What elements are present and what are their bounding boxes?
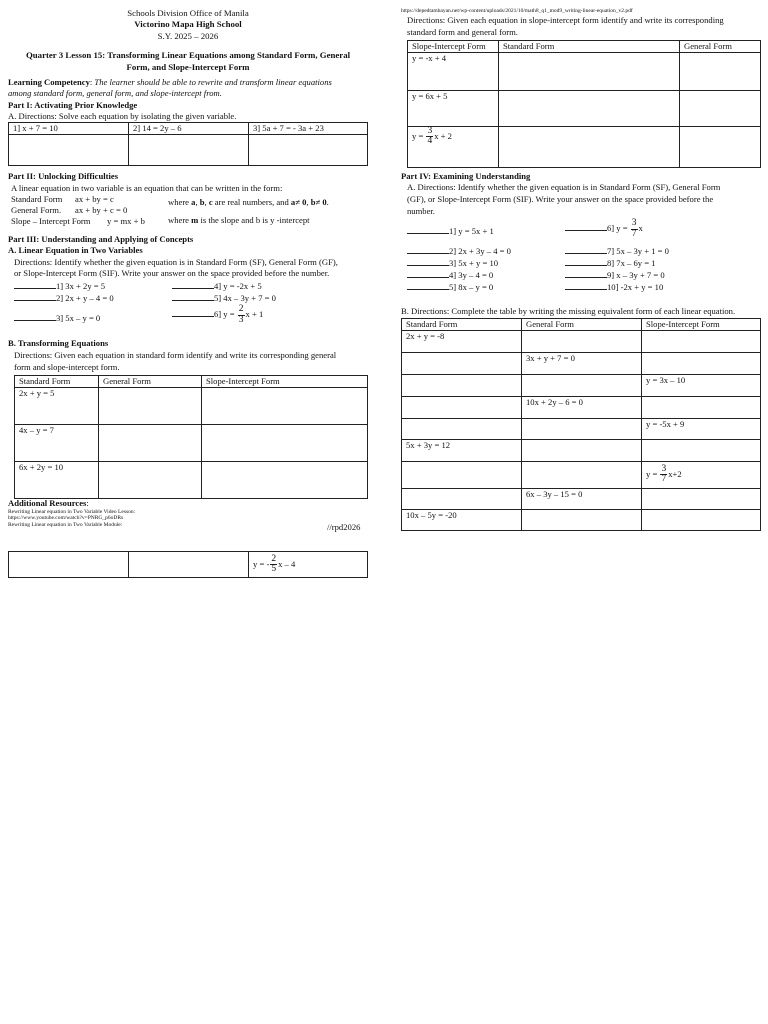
answer-cell[interactable]: [642, 488, 761, 509]
general-form-label: General Form.: [11, 205, 62, 215]
table-cell: 10x – 5y = -20: [402, 509, 522, 530]
table-cell: 6x + 2y = 10: [15, 462, 99, 499]
table-cell: y = $\frac{3}{7}$ x+2: [642, 461, 761, 488]
part3-item: 4] y = -2x + 5: [172, 281, 262, 292]
answer-cell[interactable]: [522, 509, 642, 530]
answer-blank[interactable]: [172, 294, 214, 301]
table-header: General Form: [680, 41, 761, 53]
table-cell: 2x + y = 5: [15, 388, 99, 425]
part4-directions-a-2: (GF), or Slope-Intercept Form (SIF). Write your answer on the space provided before the: [407, 194, 714, 204]
part3-item: 3] 5x – y = 0: [14, 313, 100, 324]
part3-item-6: 6] y = $\frac{2}{3}$ x + 1: [172, 305, 263, 325]
part3-directions-b-2: form and slope-intercept form.: [14, 362, 120, 372]
answer-cell[interactable]: [680, 52, 761, 90]
signature-mark: //rpd2026: [327, 522, 361, 532]
table-cell: y = $\frac{3}{4}$ x + 2: [408, 126, 499, 167]
part4-item: 7] 5x – 3y + 1 = 0: [565, 246, 669, 257]
answer-cell[interactable]: [522, 418, 642, 439]
answer-cell[interactable]: [402, 396, 522, 418]
table-cell: y = -5x + 9: [642, 418, 761, 439]
table-cell: y = - $\frac{2}{5}$ x – 4: [249, 552, 368, 578]
fraction: $\frac{2}{3}$: [238, 304, 244, 325]
table-header: Standard Form: [15, 376, 99, 388]
answer-cell[interactable]: [499, 90, 680, 126]
part1-answer-cell[interactable]: [9, 134, 129, 165]
answer-blank[interactable]: [407, 227, 449, 234]
part3-directions-c-2: standard form and general form.: [407, 27, 518, 37]
table-cell: 4x – y = 7: [15, 425, 99, 462]
answer-cell[interactable]: [680, 126, 761, 167]
school-name: Victorino Mapa High School: [134, 19, 242, 30]
part3-directions-a-1: Directions: Identify whether the given equation is in Standard Form (SF), General Form (GF),: [14, 257, 338, 267]
answer-cell[interactable]: [402, 374, 522, 396]
answer-cell[interactable]: [402, 461, 522, 488]
part4-item: 10] -2x + y = 10: [565, 282, 663, 293]
answer-cell[interactable]: [499, 52, 680, 90]
part4-item: 1] y = 5x + 1: [407, 226, 494, 237]
competency-text-2: among standard form, general form, and slope-intercept from.: [8, 87, 222, 98]
part4-item: 5] 8x – y = 0: [407, 282, 493, 293]
answer-cell[interactable]: [99, 462, 202, 499]
answer-cell[interactable]: [680, 90, 761, 126]
part1-directions: A. Directions: Solve each equation by isolating the given variable.: [8, 111, 237, 121]
answer-blank[interactable]: [565, 283, 607, 290]
table-header: General Form: [522, 319, 642, 331]
answer-cell[interactable]: [642, 439, 761, 461]
answer-cell[interactable]: [202, 462, 368, 499]
where-m-note: where m is the slope and b is y -intercept: [168, 215, 310, 225]
answer-cell[interactable]: [402, 488, 522, 509]
answer-blank[interactable]: [172, 310, 214, 317]
part4-title: Part IV: Examining Understanding: [401, 171, 531, 181]
part1-table: [8, 122, 368, 166]
part3-directions-a-2: or Slope-Intercept Form (SIF). Write your answer on the space provided before the number.: [14, 268, 330, 278]
answer-cell[interactable]: [522, 461, 642, 488]
part1-item: 3] 5a + 7 = - 3a + 23: [249, 123, 368, 135]
answer-cell[interactable]: [9, 552, 129, 578]
table-cell: y = -x + 4: [408, 52, 499, 90]
slope-intercept-eq: y = mx + b: [107, 216, 145, 226]
table-cell: y = 3x – 10: [642, 374, 761, 396]
resources-title: Additional Resources: [8, 498, 87, 508]
slope-intercept-label: Slope – Intercept Form: [11, 216, 91, 226]
table-cell: 10x + 2y – 6 = 0: [522, 396, 642, 418]
learning-competency: Learning Competency: The learner should be able to rewrite and transform linear equations among standard form, general form, and slope-intercept from.: [8, 77, 368, 98]
resource-line: Rewriting Linear equation in Two Variable Video Lesson:: [8, 508, 136, 515]
part3-item: 5] 4x – 3y + 7 = 0: [172, 293, 276, 304]
answer-blank[interactable]: [565, 247, 607, 254]
table-cell: y = 6x + 5: [408, 90, 499, 126]
part3-sub-b: B. Transforming Equations: [8, 338, 109, 348]
part3-directions-b-1: Directions: Given each equation in standard form identify and write its corresponding general: [14, 350, 337, 360]
answer-cell[interactable]: [202, 388, 368, 425]
where-abc-note: where a, b, c are real numbers, and a≠ 0, b≠ 0.: [168, 197, 329, 207]
table-header: Standard Form: [402, 319, 522, 331]
part2-intro: A linear equation in two variable is an equation that can be written in the form:: [11, 183, 283, 193]
answer-cell[interactable]: [129, 552, 249, 578]
answer-cell[interactable]: [642, 330, 761, 352]
part1-title: Part I: Activating Prior Knowledge: [8, 100, 138, 110]
part4-table-d: [401, 318, 761, 531]
part4-item: 3] 5x + y = 10: [407, 258, 498, 269]
table-header: Slope-Intercept Form: [202, 376, 368, 388]
answer-blank[interactable]: [14, 294, 56, 301]
lesson-title-line-1: Quarter 3 Lesson 15: Transforming Linear Equations among Standard Form, General: [25, 50, 351, 61]
answer-blank[interactable]: [14, 314, 56, 321]
part4-directions-b: B. Directions: Complete the table by writing the missing equivalent form of each linear equation.: [401, 306, 736, 316]
answer-blank[interactable]: [14, 282, 56, 289]
answer-blank[interactable]: [407, 283, 449, 290]
part3-table-c: [407, 40, 761, 168]
bottom-table-row: [8, 551, 368, 578]
competency-label: Learning Competency: [8, 77, 90, 87]
answer-blank[interactable]: [407, 271, 449, 278]
answer-cell[interactable]: [499, 126, 680, 167]
answer-cell[interactable]: [522, 330, 642, 352]
additional-resources: Additional Resources: Rewriting Linear equation in Two Variable Video Lesson: https://www.youtube.com/watch?v=PNRG_p6oDRs Rewriting Linear equation in Two Variable Module:: [8, 498, 136, 528]
table-header: General Form: [99, 376, 202, 388]
answer-cell[interactable]: [402, 352, 522, 374]
table-cell: 2x + y = -8: [402, 330, 522, 352]
part3-item: 1] 3x + 2y = 5: [14, 281, 105, 292]
answer-blank[interactable]: [172, 282, 214, 289]
table-cell: 6x – 3y – 15 = 0: [522, 488, 642, 509]
part1-item: 1] x + 7 = 10: [9, 123, 129, 135]
part1-answer-cell[interactable]: [249, 134, 368, 165]
fraction: $\frac{3}{4}$: [427, 125, 433, 147]
standard-form-eq: ax + by = c: [75, 194, 114, 204]
part4-directions-a-3: number.: [407, 206, 435, 216]
part4-item: 2] 2x + 3y – 4 = 0: [407, 246, 511, 257]
part1-answer-cell[interactable]: [129, 134, 249, 165]
school-year: S.Y. 2025 – 2026: [157, 30, 219, 41]
fraction: $\frac{2}{5}$: [271, 553, 277, 574]
answer-cell[interactable]: [99, 425, 202, 462]
standard-form-label: Standard Form: [11, 194, 63, 204]
answer-cell[interactable]: [522, 374, 642, 396]
part3-title: Part III: Understanding and Applying of Concepts: [8, 234, 194, 244]
source-url[interactable]: https://depedtambayan.net/wp-content/uploads/2021/10/math8_q1_mod9_writing-linear-equation_v2.pdf: [401, 8, 633, 14]
table-header: Slope-Intercept Form: [408, 41, 499, 53]
part3-directions-c-1: Directions: Given each equation in slope-intercept form identify and write its corresponding: [407, 15, 724, 25]
answer-cell[interactable]: [99, 388, 202, 425]
fraction: $\frac{3}{7}$: [631, 218, 637, 239]
table-cell: 3x + y + 7 = 0: [522, 352, 642, 374]
part4-item: 4] 3y – 4 = 0: [407, 270, 493, 281]
general-form-eq: ax + by + c = 0: [75, 205, 128, 215]
lesson-title-line-2: Form, and Slope-Intercept Form: [126, 61, 250, 72]
resource-line: Rewriting Linear equation in Two Variable Module:: [8, 521, 123, 528]
answer-blank[interactable]: [565, 224, 607, 231]
part3-table-b: [14, 375, 368, 499]
part1-item: 2] 14 = 2y – 6: [129, 123, 249, 135]
part4-item-6: 6] y = $\frac{3}{7}$ x: [565, 219, 643, 239]
answer-cell[interactable]: [522, 439, 642, 461]
part4-item: 9] x – 3y + 7 = 0: [565, 270, 665, 281]
table-cell: 5x + 3y = 12: [402, 439, 522, 461]
part2-title: Part II: Unlocking Difficulties: [8, 171, 119, 181]
answer-cell[interactable]: [642, 396, 761, 418]
answer-cell[interactable]: [402, 418, 522, 439]
answer-blank[interactable]: [565, 259, 607, 266]
answer-cell[interactable]: [642, 509, 761, 530]
part3-item: 2] 2x + y – 4 = 0: [14, 293, 114, 304]
answer-cell[interactable]: [642, 352, 761, 374]
answer-cell[interactable]: [202, 425, 368, 462]
part4-item: 8] 7x – 6y = 1: [565, 258, 656, 269]
answer-blank[interactable]: [407, 259, 449, 266]
table-header: Standard Form: [499, 41, 680, 53]
part3-sub-a: A. Linear Equation in Two Variables: [8, 245, 143, 255]
competency-text-1: The learner should be able to rewrite and transform linear equations: [94, 77, 332, 87]
document-header: [8, 8, 368, 73]
part4-directions-a-1: A. Directions: Identify whether the given equation is in Standard Form (SF), General Form: [407, 182, 721, 192]
resource-link[interactable]: https://www.youtube.com/watch?v=PNRG_p6oDRs: [8, 515, 124, 522]
answer-blank[interactable]: [565, 271, 607, 278]
answer-blank[interactable]: [407, 247, 449, 254]
office-name: Schools Division Office of Manila: [127, 8, 249, 18]
fraction: $\frac{3}{7}$: [661, 463, 667, 485]
table-header: Slope-Intercept Form: [642, 319, 761, 331]
